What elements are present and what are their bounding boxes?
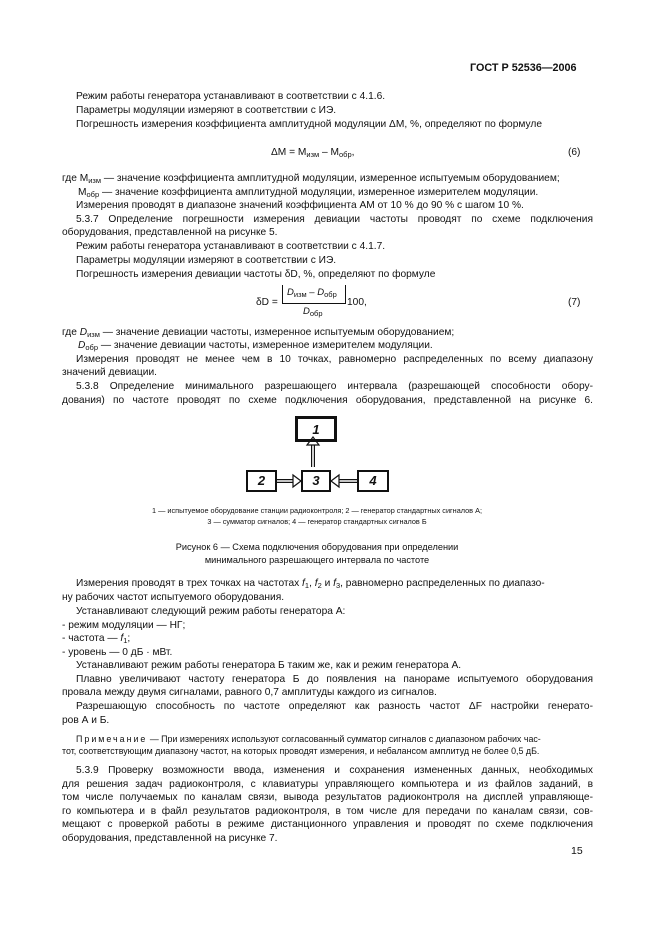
figure-caption: минимального разрешающего интервала по частоте — [204, 555, 430, 565]
paragraph-line: Устанавливают режим работы генератора Б таким же, как и режим генератора А. — [76, 660, 462, 671]
paragraph-line: Параметры модуляции измеряют в соответствии с ИЭ. — [76, 255, 337, 266]
box-4-generator-b: 4 — [357, 470, 389, 492]
where-line: $M_{обр}$ — значение коэффициента амплитудной модуляции, измеренное измерителем модуляции. — [78, 187, 539, 199]
section-5-3-8: 5.3.8 Определение минимального разрешающего интервала (разрешающей способности обору- — [76, 381, 593, 392]
paragraph-line: для решения задач радиоконтроля, с клавиатуры управляющего компьютера и из файлов заданий, в — [62, 779, 593, 790]
figure-legend: 3 — сумматор сигналов; 4 — генератор стандартных сигналов Б — [207, 517, 427, 526]
box-3-combiner: 3 — [301, 470, 331, 492]
paragraph-line: Погрешность измерения девиации частоты δD, %, определяют по формуле — [76, 269, 436, 280]
formula-7-numerator: $D_{изм} - D_{обр}$ — [287, 287, 337, 299]
list-item: - частота — $f_1$; — [62, 633, 131, 645]
paragraph-line: ров А и Б. — [62, 715, 110, 726]
paragraph-line: Измерения проводят не менее чем в 10 точках, равномерно распределенных по всему диапазону — [76, 354, 593, 365]
paragraph-line: Устанавливают следующий режим работы генератора А: — [76, 606, 346, 617]
paragraph-line: провала между двумя сигналами, равного 0,7 амплитуды каждого из сигналов. — [62, 687, 437, 698]
paragraph-line: том числе получаемых по каналам связи, вывода результатов радиоконтроля на дисплей управляюще- — [62, 792, 593, 803]
note-line: тот, соответствующим диапазону частот, на которых проводят измерения, и небалансом амплитуд не более 0,5 дБ. — [62, 746, 540, 756]
where-line: $D_{обр}$ — значение девиации частоты, измеренное измерителем модуляции. — [78, 340, 433, 352]
where-line: где $M_{изм}$ — значение коэффициента амплитудной модуляции, измеренное испытуемым оборудованием; — [62, 173, 560, 185]
box-2-generator-a: 2 — [246, 470, 277, 492]
paragraph-line: оборудования, представленной на рисунке 7. — [62, 833, 278, 844]
paragraph-line: Погрешность измерения коэффициента амплитудной модуляции ΔM, %, определяют по формуле — [76, 119, 542, 130]
paragraph-line: дования) по частоте проводят по схеме подключения оборудования, представленной на рисунке 6. — [62, 395, 593, 406]
section-5-3-7: 5.3.7 Определение погрешности измерения девиации частоты проводят по схеме подключения — [76, 214, 593, 225]
formula-6-number: (6) — [568, 147, 581, 158]
paragraph-line: Режим работы генератора устанавливают в соответствии с 4.1.7. — [76, 241, 386, 252]
paragraph-line: Измерения проводят в диапазоне значений коэффициента АМ от 10 % до 90 % с шагом 10 %. — [76, 200, 524, 211]
paragraph-line: оборудования, представленной на рисунке 5. — [62, 227, 278, 238]
list-item: - режим модуляции — НГ; — [62, 620, 186, 631]
box-1-device-under-test: 1 — [295, 416, 337, 442]
figure-caption: Рисунок 6 — Схема подключения оборудования при определении — [175, 542, 459, 552]
paragraph-line: ну рабочих частот испытуемого оборудования. — [62, 592, 285, 603]
paragraph-line: Режим работы генератора устанавливают в соответствии с 4.1.6. — [76, 91, 386, 102]
list-item: - уровень — 0 дБ · мВт. — [62, 647, 173, 658]
paragraph-line: значений девиации. — [62, 367, 157, 378]
note: Примечание — При измерениях используют согласованный сумматор сигналов с диапазоном рабочих час- — [76, 734, 541, 744]
paragraph-line: мещают с проверкой работы в режиме дистанционного управления и проводят по схеме подключения — [62, 819, 593, 830]
formula-7-lhs: δD = — [256, 297, 278, 308]
formula-6: $\Delta M = M_{изм} - M_{обр}$, — [271, 147, 355, 159]
where-line: где $D_{изм}$ — значение девиации частоты, измеренное испытуемым оборудованием; — [62, 327, 455, 339]
paragraph-line: Измерения проводят в трех точках на частотах $f_1$, $f_2$ и $f_3$, равномерно распределенных по диапазо- — [76, 578, 545, 590]
formula-7-factor: 100, — [347, 297, 367, 308]
figure-legend: 1 — испытуемое оборудование станции радиоконтроля; 2 — генератор стандартных сигналов А; — [152, 506, 482, 515]
section-5-3-9: 5.3.9 Проверку возможности ввода, изменения и сохранения измененных данных, необходимых — [76, 765, 593, 776]
paragraph-line: Плавно увеличивают частоту генератора Б до появления на панораме испытуемого оборудования — [76, 674, 593, 685]
note-label: Примечание — [76, 734, 148, 744]
paragraph-line: Параметры модуляции измеряют в соответствии с ИЭ. — [76, 105, 337, 116]
paragraph-line: Разрешающую способность по частоте определяют как разность частот ΔF настройки генерато- — [76, 701, 593, 712]
paragraph-line: го компьютера и в файл результатов радиоконтроля, в том числе для передачи по каналам связи, сов- — [62, 806, 593, 817]
formula-7-denominator: $D_{обр}$ — [303, 306, 323, 318]
page-number: 15 — [571, 845, 583, 857]
formula-7-number: (7) — [568, 297, 581, 308]
standard-header: ГОСТ Р 52536—2006 — [470, 62, 577, 74]
